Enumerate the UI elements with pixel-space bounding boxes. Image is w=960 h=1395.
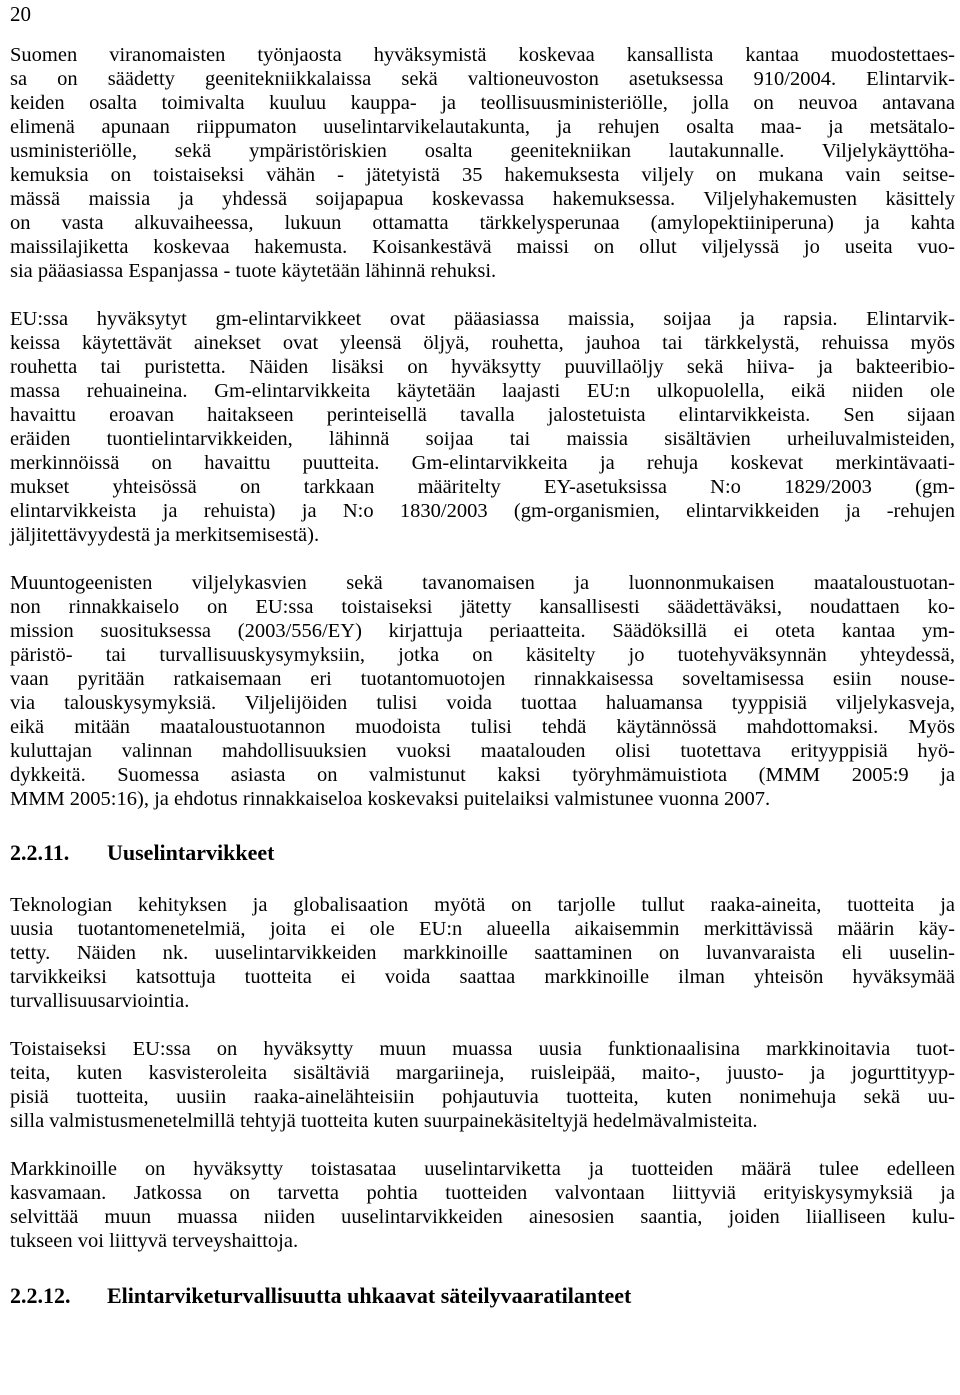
text-line: tetty. Näiden nk. uuselintarvikkeiden markkinoille saattaminen on luvanvaraista eli uuselin- (10, 942, 955, 964)
section-heading (10, 1283, 631, 1309)
text-line: on vasta alkuvaiheessa, lukuun ottamatta tärkkelysperunaa (amylopektiiniperuna) ja kahta (10, 212, 955, 234)
text-line: mission suosituksessa (2003/556/EY) kirjattuja periaatteita. Säädöksillä ei oteta kantaa ym- (10, 620, 955, 642)
text-line: tarvikkeiksi katsottuja tuotteita ei voida saattaa markkinoille ilman yhteisön hyväksymää (10, 966, 955, 988)
text-line: mukset yhteisössä on tarkkaan määritelty EY-asetuksissa N:o 1829/2003 (gm- (10, 476, 955, 498)
text-line: non rinnakkaiselo on EU:ssa toistaiseksi jätetty kansallisesti säädettäväksi, noudattaen ko- (10, 596, 955, 618)
text-line: vaan pyritään ratkaisemaan eri tuotantomuotojen rinnakkaisessa soveltamisessa esiin nouse- (10, 668, 955, 690)
text-line: havaittu eroavan haitakseen perinteisellä tavalla jalostetuista elintarvikkeista. Sen sijaan (10, 404, 955, 426)
text-line: Muuntogeenisten viljelykasvien sekä tavanomaisen ja luonnonmukaisen maataloustuotan- (10, 572, 955, 594)
text-line: jäljitettävyydestä ja merkitsemisestä). (10, 524, 320, 546)
text-line: eräiden tuontielintarvikkeiden, lähinnä soijaa tai maissia sisältävien urheiluvalmisteiden, (10, 428, 955, 450)
text-line: eikä mitään maataloustuotannon muodoista tulisi tehdä käytännössä mahdottomaksi. Myös (10, 716, 955, 738)
section-number: 2.2.11. (10, 840, 70, 865)
text-line: EU:ssa hyväksytyt gm-elintarvikkeet ovat pääasiassa maissia, soijaa ja rapsia. Elintarvik- (10, 308, 955, 330)
text-line: silla valmistusmenetelmillä tehtyjä tuotteita kuten suurpainekäsiteltyjä hedelmävalmisteita. (10, 1110, 758, 1132)
text-line: via talouskysymyksiä. Viljelijöiden tulisi voida tuottaa haluamansa tyyppisiä viljelykasveja, (10, 692, 955, 714)
text-line: sa on säädetty geenitekniikkalaissa sekä valtioneuvoston asetuksessa 910/2004. Elintarvik- (10, 68, 955, 90)
text-line: kuluttajan valinnan mahdollisuuksien vuoksi maatalouden olisi tuotettava erityyppisiä hyö- (10, 740, 955, 762)
text-line: pisiä tuotteita, uusiin raaka-ainelähteisiin pohjautuvia tuotteita, kuten nonimehuja sekä uu- (10, 1086, 955, 1108)
text-line: dykkeitä. Suomessa asiasta on valmistunut kaksi työryhmämuistiota (MMM 2005:9 ja (10, 764, 955, 786)
text-line: Suomen viranomaisten työnjaosta hyväksymistä koskevaa kansallista kantaa muodostettaes- (10, 44, 955, 66)
text-line: turvallisuusarviointia. (10, 990, 190, 1012)
text-line: Markkinoille on hyväksytty toistasataa uuselintarviketta ja tuotteiden määrä tulee edelleen (10, 1158, 955, 1180)
section-number: 2.2.12. (10, 1283, 71, 1308)
text-line: mässä maissia ja yhdessä soijapapua koskevassa hakemuksessa. Viljelyhakemusten käsittely (10, 188, 955, 210)
section-title: Uuselintarvikkeet (107, 840, 275, 865)
section-heading (10, 840, 274, 866)
text-line: uusia tuotantomenetelmiä, joita ei ole EU:n alueella aikaisemmin merkittävissä määrin käy- (10, 918, 955, 940)
text-line: elintarvikkeista ja rehuista) ja N:o 1830/2003 (gm-organismien, elintarvikkeiden ja -rehujen (10, 500, 955, 522)
text-line: kasvamaan. Jatkossa on tarvetta pohtia tuotteiden valvontaan liittyviä erityiskysymyksiä ja (10, 1182, 955, 1204)
text-line: Toistaiseksi EU:ssa on hyväksytty muun muassa uusia funktionaalisina markkinoitavia tuot- (10, 1038, 955, 1060)
text-line: päristö- tai turvallisuuskysymyksiin, jotka on käsitelty jo tuotehyväksynnän yhteydessä, (10, 644, 955, 666)
section-title: Elintarviketurvallisuutta uhkaavat säteilyvaaratilanteet (107, 1283, 632, 1308)
text-line: selvittää muun muassa niiden uuselintarvikkeiden ainesosien saantia, joiden liialliseen kulu- (10, 1206, 955, 1228)
text-line: elimenä apunaan riippumaton uuselintarvikelautakunta, ja rehujen osalta maa- ja metsätalo- (10, 116, 955, 138)
text-line: Teknologian kehityksen ja globalisaation myötä on tarjolle tullut raaka-aineita, tuotteita ja (10, 894, 955, 916)
text-line: merkinnöissä on havaittu puutteita. Gm-elintarvikkeita ja rehuja koskevat merkintävaati- (10, 452, 955, 474)
text-line: tukseen voi liittyvä terveyshaittoja. (10, 1230, 299, 1252)
text-line: rouhetta tai puristetta. Näiden lisäksi on hyväksytty puuvillaöljy sekä hiiva- ja bakteeribio- (10, 356, 955, 378)
page-number: 20 (10, 2, 31, 26)
text-line: massa rehuaineina. Gm-elintarvikkeita käytetään laajasti EU:n ulkopuolella, eikä niiden ole (10, 380, 955, 402)
text-line: keissa käytettävät ainekset ovat yleensä öljyä, rouhetta, jauhoa tai tärkkelystä, rehuissa myös (10, 332, 955, 354)
text-line: MMM 2005:16), ja ehdotus rinnakkaiseloa koskevaksi puitelaiksi valmistunee vuonna 2007. (10, 788, 771, 810)
text-line: maissilajiketta koskevaa hakemusta. Koisankestävä maissi on ollut viljelyssä jo useita vuo- (10, 236, 955, 258)
text-line: teita, kuten kasvisteroleita sisältäviä margariineja, ruisleipää, maito-, juusto- ja jogurttityyp- (10, 1062, 955, 1084)
text-line: sia pääasiassa Espanjassa - tuote käytetään lähinnä rehuksi. (10, 260, 497, 282)
text-line: usministeriölle, sekä ympäristöriskien osalta geenitekniikan lautakunnalle. Viljelykäyttöha- (10, 140, 955, 162)
text-line: keiden osalta toimivalta kuuluu kauppa- ja teollisuusministeriölle, jolla on neuvoa antavana (10, 92, 955, 114)
text-line: kemuksia on toistaiseksi vähän - jätetyistä 35 hakemuksesta viljely on mukana vain seitse- (10, 164, 955, 186)
